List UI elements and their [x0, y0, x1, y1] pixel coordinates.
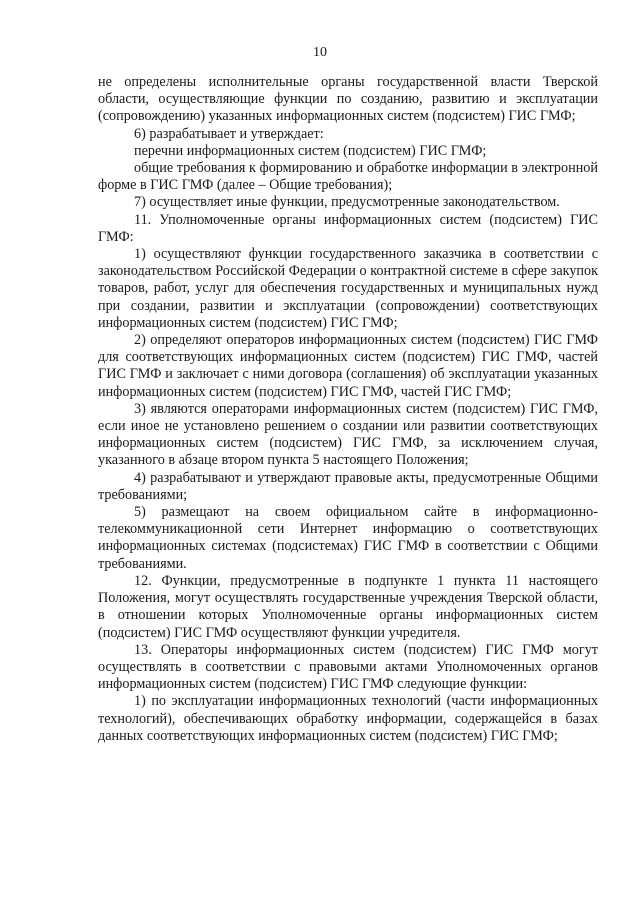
paragraph: 5) размещают на своем официальном сайте в информационно-телекоммуникационной сети Интернет информацию о соответствующих информационных системах (подсистемах) ГИС ГМФ в соответствии с Общими требованиями. — [98, 504, 598, 572]
paragraph: перечни информационных систем (подсистем) ГИС ГМФ; — [134, 142, 487, 159]
paragraph: 4) разрабатывают и утверждают правовые акты, предусмотренные Общими требованиями; — [98, 469, 598, 503]
paragraph: 6) разрабатывает и утверждает: — [134, 125, 324, 142]
page-number: 10 — [313, 45, 327, 60]
paragraph: 7) осуществляет иные функции, предусмотренные законодательством. — [134, 194, 560, 211]
paragraph: 12. Функции, предусмотренные в подпункте 1 пункта 11 настоящего Положения, могут осуществлять государственные учреждения Тверской области, в отношении которых Уполномоченные органы информационных систем (подсистем) ГИС ГМФ осуществляют функции учредителя. — [98, 572, 598, 641]
paragraph: не определены исполнительные органы государственной власти Тверской области, осуществляющие функции по созданию, развитию и эксплуатации (сопровождению) указанных информационных систем (подсистем) ГИС ГМФ; — [98, 74, 598, 125]
paragraph: 1) осуществляют функции государственного заказчика в соответствии с законодательством Российской Федерации о контрактной системе в сфере закупок товаров, работ, услуг для обеспечения государственных и муниципальных нужд при создании, развитии и эксплуатации (сопровождении) соответствующих информационных систем (подсистем) ГИС ГМФ; — [98, 246, 598, 331]
paragraph: 1) по эксплуатации информационных технологий (части информационных технологий), обеспечивающих обработку информации, содержащейся в базах данных соответствующих информационных систем (подсистем) ГИС ГМФ; — [98, 693, 598, 744]
paragraph: 2) определяют операторов информационных систем (подсистем) ГИС ГМФ для соответствующих информационных систем (подсистем) ГИС ГМФ, частей ГИС ГМФ и заключает с ними договора (соглашения) об эксплуатации указанных информационных систем (подсистем) ГИС ГМФ, частей ГИС ГМФ; — [98, 332, 598, 400]
paragraph: общие требования к формированию и обработке информации в электронной форме в ГИС ГМФ (далее – Общие требования); — [98, 160, 598, 194]
document-body — [98, 74, 598, 745]
paragraph: 11. Уполномоченные органы информационных систем (подсистем) ГИС ГМФ: — [98, 211, 598, 245]
paragraph: 3) являются операторами информационных систем (подсистем) ГИС ГМФ, если иное не установлено решением о создании или развитии соответствующих информационных систем (подсистем) ГИС ГМФ, за исключением случая, указанного в абзаце втором пункта 5 настоящего Положения; — [98, 400, 598, 469]
paragraph: 13. Операторы информационных систем (подсистем) ГИС ГМФ могут осуществлять в соответствии с правовыми актами Уполномоченных органов информационных систем (подсистем) ГИС ГМФ следующие функции: — [98, 641, 598, 693]
